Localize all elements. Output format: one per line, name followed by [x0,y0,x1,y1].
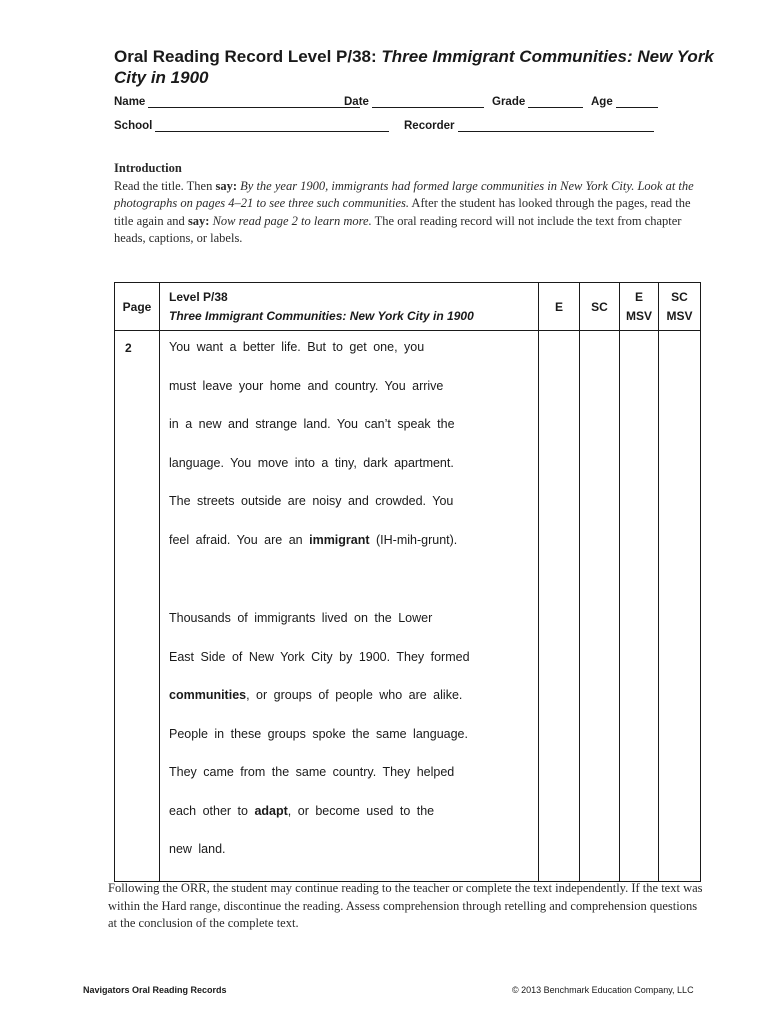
intro-say: say: [187,213,210,228]
table-row [115,331,701,882]
grade-label: Grade [492,96,526,108]
name-label: Name [114,96,146,108]
text-line: language. You move into a tiny, dark apartment. [169,455,454,470]
reading-text [160,331,539,882]
vocab-word: adapt [254,803,288,818]
page-number: 2 [115,331,160,882]
text-line: in a new and strange land. You can’t speak the [169,417,455,431]
introduction-section [114,160,704,248]
self-corrections-cell[interactable] [580,331,620,882]
errors-msv-cell[interactable] [620,331,659,882]
text-segment: , or become used to the [287,803,435,818]
text-line: The streets outside are noisy and crowded. You [169,494,454,508]
text-segment: , or groups of people who are alike. [246,688,463,702]
page-title [114,46,714,88]
intro-prompt: By the year 1900, immigrants had formed large communities in New York City. Look at the photographs on pages 4–21 to see three such communities. [114,178,694,210]
sc-msv-cell[interactable] [659,331,701,882]
text-line: new land. [169,842,226,856]
name-line[interactable] [148,97,360,108]
header-msv-label: MSV [625,308,652,323]
intro-text: Read the title. Then [114,178,216,193]
recorder-label: Recorder [404,120,455,132]
title-book-name: Three Immigrant Communities: New York City in 1900 [114,47,714,87]
header-book-title: Three Immigrant Communities: New York City in 1900 [169,308,474,323]
text-line: They came from the same country. They helped [169,765,455,779]
text-line: People in these groups spoke the same language. [169,726,468,741]
text-line: must leave your home and country. You arrive [169,378,444,393]
vocab-word: communities [169,688,247,702]
errors-cell[interactable] [539,331,580,882]
age-field[interactable] [591,96,658,108]
date-label: Date [344,96,369,108]
header-msv-label: MSV [666,308,693,323]
vocab-word: immigrant [309,532,370,547]
header-errors: E [539,283,580,331]
footer-copyright: © 2013 Benchmark Education Company, LLC [512,985,694,995]
age-label: Age [591,96,613,108]
school-label: School [114,120,153,132]
paragraph-gap [169,571,538,611]
text-line: East Side of New York City by 1900. They formed [169,649,470,664]
header-page: Page [115,283,160,331]
date-field[interactable] [344,96,484,108]
header-self-corrections: SC [580,283,620,331]
recorder-line[interactable] [458,121,654,132]
header-level [160,283,539,331]
school-line[interactable] [155,121,389,132]
intro-prompt: Now read page 2 to learn more. [209,213,372,228]
intro-text: The oral reading record will not include the text from chapter heads, captions, or labels. [114,213,682,245]
title-prefix: Oral Reading Record Level P/38: [114,47,382,66]
name-field[interactable] [114,96,360,108]
header-level-label: Level P/38 [169,289,228,304]
text-line: You want a better life. But to get one, you [169,340,425,354]
grade-field[interactable] [492,96,583,108]
header-errors-msv [620,283,659,331]
header-sc-msv [659,283,701,331]
grade-line[interactable] [528,97,583,108]
text-line: Thousands of immigrants lived on the Lower [169,611,433,625]
table-header-row [115,283,701,331]
oral-reading-record-table [114,282,701,882]
school-field[interactable] [114,120,389,132]
header-e-label: E [634,289,643,304]
age-line[interactable] [616,97,658,108]
introduction-heading: Introduction [114,161,182,175]
text-segment: feel afraid. You are an [169,532,310,547]
date-line[interactable] [372,97,484,108]
footer-series-name: Navigators Oral Reading Records [83,985,227,995]
text-segment: each other to [169,803,255,818]
intro-say: say: [215,178,238,193]
recorder-field[interactable] [404,120,654,132]
text-line [169,533,538,572]
following-instructions: Following the ORR, the student may continue reading to the teacher or complete the text independently. If the text was within the Hard range, discontinue the reading. Assess comprehension through retelling and comprehension questions at the conclusion of the complete text. [108,881,703,930]
text-line [169,688,538,727]
text-line [169,804,538,843]
intro-text: After the student has looked through the pages, read the title again and [114,196,691,228]
text-segment: (IH-mih-grunt). [369,532,458,547]
header-sc-label: SC [671,289,688,304]
